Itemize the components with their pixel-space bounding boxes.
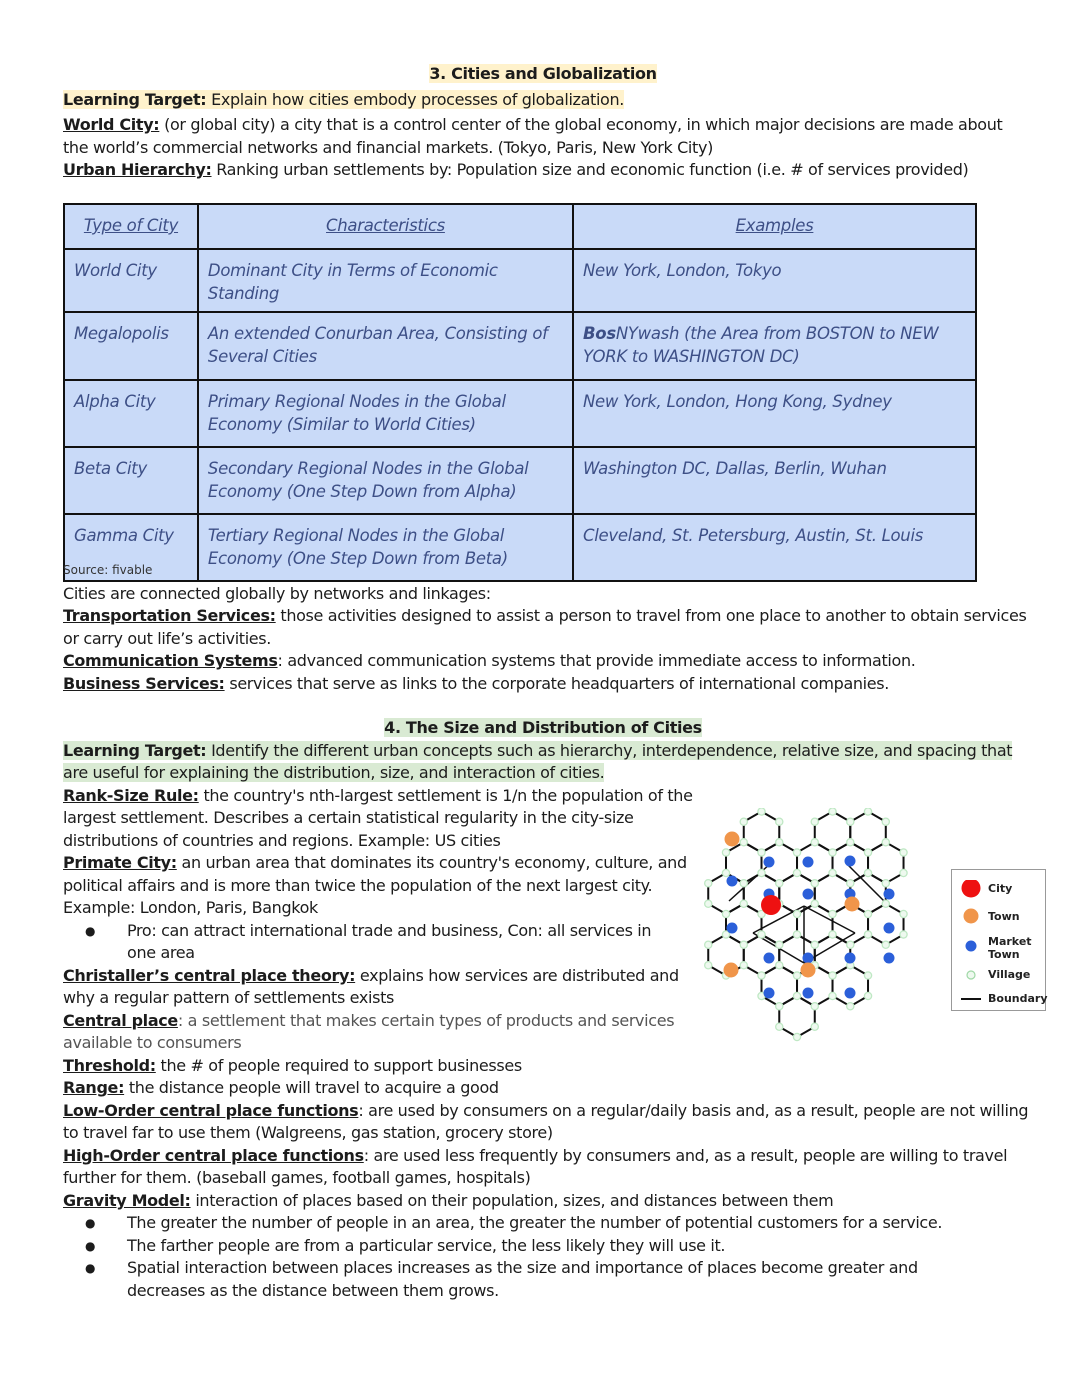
village-dot — [829, 849, 836, 856]
village-dot — [864, 972, 871, 979]
village-dot — [829, 972, 836, 979]
village-dot — [811, 880, 818, 887]
village-dot — [740, 880, 747, 887]
low-order-cont: to travel far to use them (Walgreens, gas station, grocery store) — [63, 1123, 553, 1142]
village-dot — [900, 849, 907, 856]
market-town-dot — [803, 857, 814, 868]
business-definition: Business Services: services that serve as links to the corporate headquarters of international companies. — [63, 674, 889, 693]
village-dot — [829, 869, 836, 876]
village-dot — [847, 1003, 854, 1010]
transportation-definition-cont: or carry out life’s activities. — [63, 629, 272, 648]
section3-learning-target: Learning Target: Explain how cities embody processes of globalization. — [63, 90, 625, 109]
village-dot — [811, 1023, 818, 1030]
communication-definition: Communication Systems: advanced communication systems that provide immediate access to information. — [63, 651, 916, 670]
market-town-dot — [884, 889, 895, 900]
section4-title: 4. The Size and Distribution of Cities — [384, 718, 702, 737]
town-dot — [725, 832, 740, 847]
transportation-definition: Transportation Services: those activities designed to assist a person to travel from one place to another to obtain services — [63, 606, 1027, 625]
cell-characteristics: Dominant City in Terms of Economic Standing — [198, 249, 573, 312]
header-examples: Examples — [573, 204, 976, 249]
high-order-definition: High-Order central place functions: are used less frequently by consumers and, as a result, people are willing to travel — [63, 1146, 1008, 1165]
village-dot — [811, 818, 818, 825]
town-dot — [801, 963, 816, 978]
village-dot — [864, 992, 871, 999]
village-dot — [847, 880, 854, 887]
gravity-bullet-3: ● Spatial interaction between places increases as the size and importance of places become greater and — [63, 1257, 918, 1280]
table-row — [64, 312, 976, 380]
village-dot — [811, 900, 818, 907]
primate-city-definition: Primate City: an urban area that dominates its country's economy, culture, and — [63, 853, 687, 872]
rank-size-cont-1: largest settlement. Describes a certain statistical regularity in the city-size — [63, 808, 634, 827]
low-order-definition: Low-Order central place functions: are used by consumers on a regular/daily basis and, as a result, people are not willing — [63, 1101, 1029, 1120]
cell-examples: Washington DC, Dallas, Berlin, Wuhan — [573, 447, 976, 514]
range-definition: Range: the distance people will travel to acquire a good — [63, 1078, 499, 1097]
hex-boundary — [779, 996, 815, 1037]
central-place-hex-diagram — [696, 808, 928, 1044]
urban-hierarchy-definition: Urban Hierarchy: Ranking urban settlements by: Population size and economic function (i.e. # of services provided) — [63, 160, 969, 179]
town-dot — [724, 963, 739, 978]
gravity-bullet-2: ● The farther people are from a particular service, the less likely they will use it. — [63, 1235, 725, 1258]
table-source: Source: fivable — [63, 563, 153, 577]
market-town-dot — [764, 953, 775, 964]
village-dot — [776, 880, 783, 887]
header-type-of-city: Type of City — [64, 204, 198, 249]
village-dot — [882, 839, 889, 846]
hex-boundary — [833, 965, 869, 1006]
village-dot — [776, 1023, 783, 1030]
table-header-row — [64, 204, 976, 249]
village-dot — [793, 869, 800, 876]
village-dot — [829, 808, 836, 815]
rank-size-cont-2: distributions of countries and regions. Example: US cities — [63, 831, 501, 850]
section3-title: 3. Cities and Globalization — [429, 64, 657, 83]
village-dot — [740, 941, 747, 948]
networks-intro: Cities are connected globally by networks and linkages: — [63, 584, 491, 603]
cell-type: World City — [64, 249, 198, 312]
village-dot — [793, 972, 800, 979]
diagram-legend: City Town Market Town Village Boundary — [951, 869, 1046, 1011]
village-dot — [705, 880, 712, 887]
gravity-bullet-1: ● The greater the number of people in an area, the greater the number of potential customers for a service. — [63, 1212, 942, 1235]
village-dot — [740, 818, 747, 825]
village-dot — [811, 839, 818, 846]
cell-characteristics: Primary Regional Nodes in the Global Economy (Similar to World Cities) — [198, 380, 573, 447]
cell-type: Beta City — [64, 447, 198, 514]
boundary-line-icon — [960, 990, 982, 1012]
village-dot — [776, 1003, 783, 1010]
village-dot — [776, 962, 783, 969]
town-dot-icon — [960, 908, 982, 930]
christaller-cont: why a regular pattern of settlements exists — [63, 988, 394, 1007]
cell-characteristics: An extended Conurban Area, Consisting of Several Cities — [198, 312, 573, 380]
gravity-bullet-3-cont: decreases as the distance between them grows. — [127, 1281, 499, 1300]
village-dot — [882, 818, 889, 825]
village-dot — [847, 941, 854, 948]
city-types-table — [63, 203, 977, 582]
market-town-dot-icon — [960, 936, 982, 958]
market-town-dot — [803, 889, 814, 900]
village-dot — [864, 808, 871, 815]
cell-examples: Cleveland, St. Petersburg, Austin, St. Louis — [573, 514, 976, 581]
village-dot — [758, 808, 765, 815]
table-row — [64, 380, 976, 447]
village-dot — [882, 900, 889, 907]
village-dot — [811, 1003, 818, 1010]
city-dot-icon — [960, 880, 982, 902]
city-dot — [761, 895, 781, 915]
market-town-dot — [764, 988, 775, 999]
cell-examples: New York, London, Hong Kong, Sydney — [573, 380, 976, 447]
market-town-dot — [884, 953, 895, 964]
village-dot — [829, 910, 836, 917]
village-dot — [900, 869, 907, 876]
market-town-dot — [845, 953, 856, 964]
village-dot — [793, 992, 800, 999]
section4-learning-target-cont: are useful for explaining the distribution, size, and interaction of cities. — [63, 763, 605, 782]
village-dot — [864, 931, 871, 938]
market-town-dot — [884, 923, 895, 934]
market-town-dot — [803, 988, 814, 999]
village-dot — [722, 910, 729, 917]
village-dot — [758, 972, 765, 979]
central-place-cont: available to consumers — [63, 1033, 242, 1052]
village-dot — [776, 839, 783, 846]
pro-con-bullet: ● Pro: can attract international trade and business, Con: all services in — [63, 920, 651, 943]
village-dot — [847, 839, 854, 846]
section4-learning-target: Learning Target: Identify the different urban concepts such as hierarchy, interdependence, relative size, and spacing that — [63, 741, 1013, 760]
cell-characteristics: Secondary Regional Nodes in the Global Economy (One Step Down from Alpha) — [198, 447, 573, 514]
market-town-dot — [727, 876, 738, 887]
network-line — [804, 906, 855, 933]
christaller-definition: Christaller’s central place theory: explains how services are distributed and — [63, 966, 679, 985]
village-dot — [864, 869, 871, 876]
cell-examples: BosNYwash (the Area from BOSTON to NEW YORK to WASHINGTON DC) — [573, 312, 976, 380]
village-dot — [793, 1033, 800, 1040]
village-dot — [793, 849, 800, 856]
market-town-dot — [727, 923, 738, 934]
village-dot — [705, 900, 712, 907]
cell-examples: New York, London, Tokyo — [573, 249, 976, 312]
village-dot — [740, 839, 747, 846]
village-dot — [811, 941, 818, 948]
village-dot — [705, 962, 712, 969]
village-dot — [864, 910, 871, 917]
village-dot — [758, 931, 765, 938]
market-town-dot — [803, 953, 814, 964]
cell-type: Megalopolis — [64, 312, 198, 380]
cell-type: Gamma City — [64, 514, 198, 581]
village-dot — [722, 869, 729, 876]
village-dot — [847, 818, 854, 825]
town-dot — [845, 897, 860, 912]
gravity-model-definition: Gravity Model: interaction of places based on their population, sizes, and distances between them — [63, 1191, 834, 1210]
cell-type: Alpha City — [64, 380, 198, 447]
village-dot — [882, 880, 889, 887]
village-dot — [793, 931, 800, 938]
header-characteristics: Characteristics — [198, 204, 573, 249]
table-row — [64, 249, 976, 312]
pro-con-bullet-cont: one area — [127, 943, 195, 962]
village-dot — [776, 941, 783, 948]
village-dot — [864, 849, 871, 856]
village-dot — [776, 818, 783, 825]
village-dot — [740, 962, 747, 969]
threshold-definition: Threshold: the # of people required to support businesses — [63, 1056, 522, 1075]
village-dot — [758, 869, 765, 876]
central-place-definition: Central place: a settlement that makes certain types of products and services — [63, 1011, 675, 1030]
high-order-cont: further for them. (baseball games, football games, hospitals) — [63, 1168, 531, 1187]
world-city-definition: World City: (or global city) a city that is a control center of the global economy, in which major decisions are made about — [63, 115, 1003, 134]
village-dot — [793, 910, 800, 917]
village-dot — [900, 931, 907, 938]
primate-city-cont-2: Example: London, Paris, Bangkok — [63, 898, 318, 917]
market-town-dot — [764, 857, 775, 868]
village-dot — [882, 941, 889, 948]
table-row — [64, 447, 976, 514]
primate-city-cont-1: political affairs and is more than twice the population of the next largest city. — [63, 876, 653, 895]
market-town-dot — [845, 856, 856, 867]
village-dot — [900, 910, 907, 917]
village-dot — [829, 931, 836, 938]
village-dot — [705, 941, 712, 948]
village-dot — [740, 900, 747, 907]
rank-size-definition: Rank-Size Rule: the country's nth-largest settlement is 1/n the population of the — [63, 786, 693, 805]
village-dot — [758, 849, 765, 856]
village-dot — [722, 849, 729, 856]
market-town-dot — [845, 988, 856, 999]
village-dot — [829, 992, 836, 999]
cell-characteristics: Tertiary Regional Nodes in the Global Economy (One Step Down from Beta) — [198, 514, 573, 581]
table-row — [64, 514, 976, 581]
world-city-definition-cont: the world’s commercial networks and financial markets. (Tokyo, Paris, New York City) — [63, 138, 713, 157]
village-dot-icon — [960, 966, 982, 988]
